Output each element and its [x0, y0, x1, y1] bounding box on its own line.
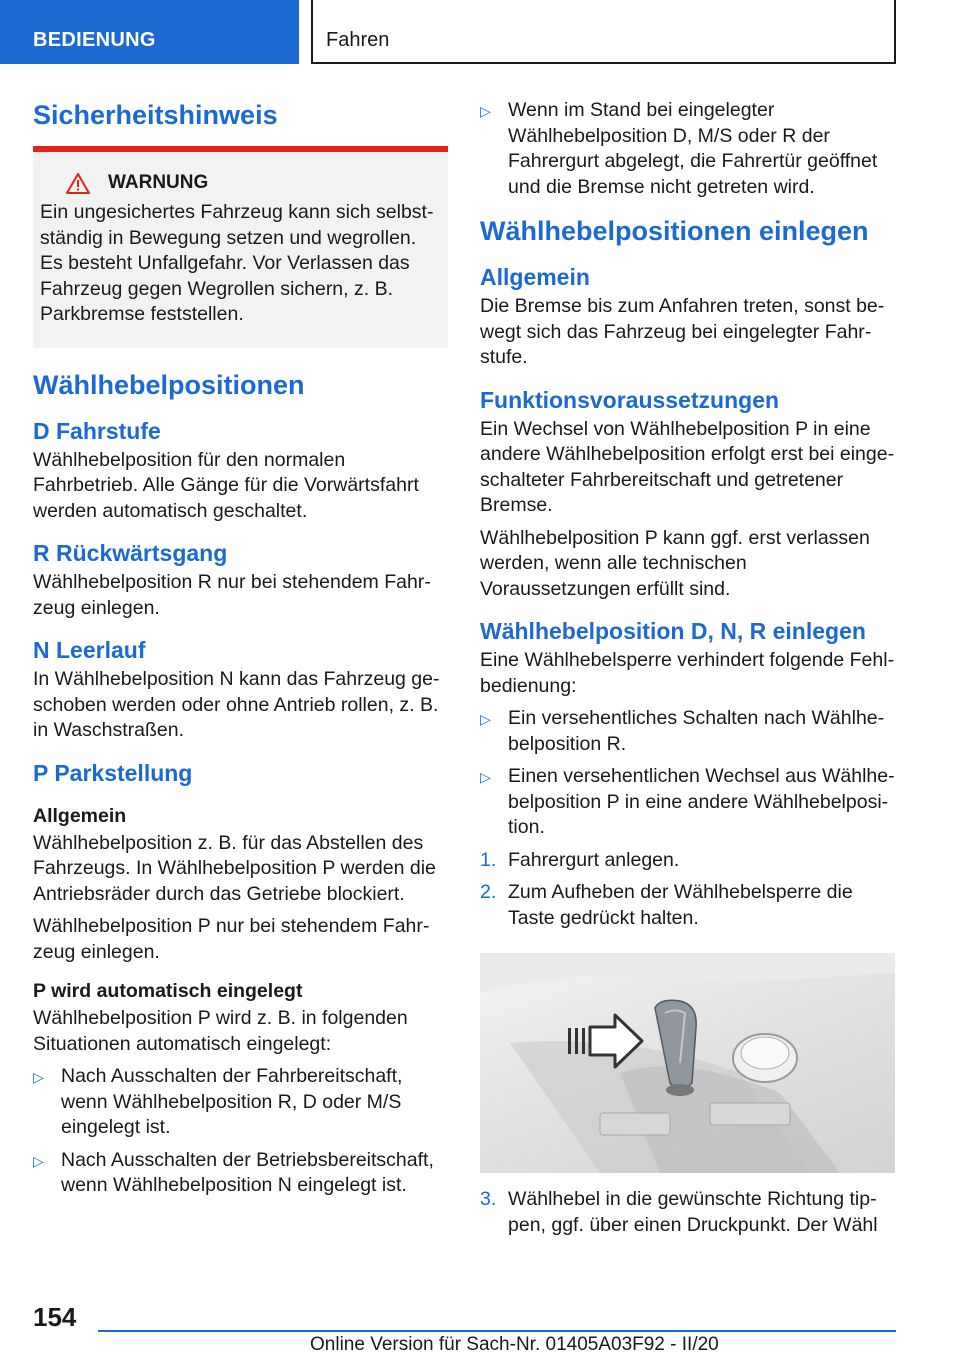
footer-divider [98, 1330, 896, 1332]
func-text-1: Ein Wechsel von Wählhebelposition P in eine andere Wählhebelposition erfolgt erst bei eingeschalteter Fahrbereitschaft und getretener Bremse. [480, 417, 895, 516]
general-text: Die Bremse bis zum Anfahren treten, sonst bewegt sich das Fahrzeug bei eingelegter Fahrstufe. [480, 295, 885, 368]
online-version-text: Online Version für Sach-Nr. 01405A03F92 - II/20 [310, 1334, 719, 1355]
dnr-text: Eine Wählhebelsperre verhindert folgende Fehlbedienung: [480, 649, 895, 697]
triangle-bullet-icon: ▷ [480, 103, 491, 119]
func-text-2: Wählhebelposition P kann ggf. erst verlassen werden, wenn alle technischen Voraussetzungen erfüllt sind. [480, 526, 870, 600]
list-item: ▷ Nach Ausschalten der Betriebsbereitschaft, wenn Wählhebelposition N eingelegt ist. [33, 1148, 434, 1196]
steps-list [480, 848, 896, 932]
r-text: Wählhebelposition R nur bei stehendem Fahrzeug einlegen. [33, 571, 431, 619]
step-item: 3. Wählhebel in die gewünschte Richtung tippen, ggf. über einen Druckpunkt. Der Wähl [480, 1188, 878, 1236]
step-item: 1. Fahrergurt anlegen. [480, 848, 680, 871]
positions-heading: Wählhebelpositionen [33, 369, 305, 400]
triangle-bullet-icon: ▷ [480, 769, 491, 785]
p-auto-heading: P wird automatisch eingelegt [33, 980, 303, 1002]
right-column [480, 98, 896, 1245]
step-item: 2. Zum Aufheben der Wählhebelsperre die Taste gedrückt halten. [480, 881, 853, 929]
page-number: 154 [33, 1302, 77, 1332]
p-auto-text: Wählhebelposition P wird z. B. in folgenden Situationen automatisch eingelegt: [33, 1007, 408, 1055]
warning-title: WARNUNG [108, 172, 209, 193]
p-general-text-2: Wählhebelposition P nur bei stehendem Fahrzeug einlegen. [33, 915, 430, 963]
left-column [33, 98, 448, 1206]
list-item: ▷ Ein versehentliches Schalten nach Wählhebelposition R. [480, 707, 885, 755]
p-general-text-1: Wählhebelposition z. B. für das Abstellen des Fahrzeugs. In Wählhebelposition P werden die Antriebsräder durch das Getriebe blockiert. [33, 831, 436, 905]
list-item: ▷ Einen versehentlichen Wechsel aus Wählhebelposition P in eine andere Wählhebelposition. [480, 765, 895, 838]
dnr-heading: Wählhebelposition D, N, R einlegen [480, 618, 866, 644]
continued-list [480, 98, 896, 200]
d-heading: D Fahrstufe [33, 417, 161, 444]
p-auto-list [33, 1064, 448, 1199]
d-text: Wählhebelposition für den normalen Fahrbetrieb. Alle Gänge für die Vorwärtsfahrt werden automatisch geschaltet. [33, 448, 419, 522]
general-heading: Allgemein [480, 264, 590, 290]
selector-lever-illustration [480, 953, 895, 1173]
p-general-heading: Allgemein [33, 804, 127, 827]
n-text: In Wählhebelposition N kann das Fahrzeug geschoben werden oder ohne Antrieb rollen, z. B. in Waschstraßen. [33, 668, 440, 741]
triangle-bullet-icon: ▷ [480, 711, 491, 727]
engage-heading: Wählhebelpositionen einlegen [480, 216, 869, 246]
selector-lever-photo [480, 953, 895, 1173]
steps-list-continued [480, 1187, 896, 1238]
p-heading: P Parkstellung [33, 759, 193, 786]
n-heading: N Leerlauf [33, 637, 146, 663]
triangle-bullet-icon: ▷ [33, 1152, 44, 1169]
warning-box [33, 146, 448, 348]
safety-heading: Sicherheitshinweis [33, 100, 278, 130]
triangle-bullet-icon: ▷ [33, 1069, 44, 1085]
chapter-title: Fahren [311, 0, 896, 64]
list-item: ▷ Wenn im Stand bei eingelegter Wählhebelposition D, M/S oder R der Fahrergurt abgelegt, die Fahrertür geöffnet und die Bremse nicht getreten wird. [480, 99, 878, 198]
warning-triangle-icon [66, 173, 90, 194]
list-item: ▷ Nach Ausschalten der Fahrbereitschaft, wenn Wählhebelposition R, D oder M/S eingelegt ist. [33, 1065, 403, 1138]
r-heading: R Rückwärtsgang [33, 540, 228, 566]
section-tab: BEDIENUNG [0, 0, 299, 64]
warning-text: Ein ungesichertes Fahrzeug kann sich selbstständig in Bewegung setzen und wegrollen. Es besteht Unfallgefahr. Vor Verlassen das Fahrzeug gegen Wegrollen sichern, z. B. Parkbremse feststellen. [40, 201, 434, 325]
dnr-list [480, 706, 896, 841]
warning-header [40, 172, 440, 194]
func-heading: Funktionsvoraussetzungen [480, 386, 780, 413]
